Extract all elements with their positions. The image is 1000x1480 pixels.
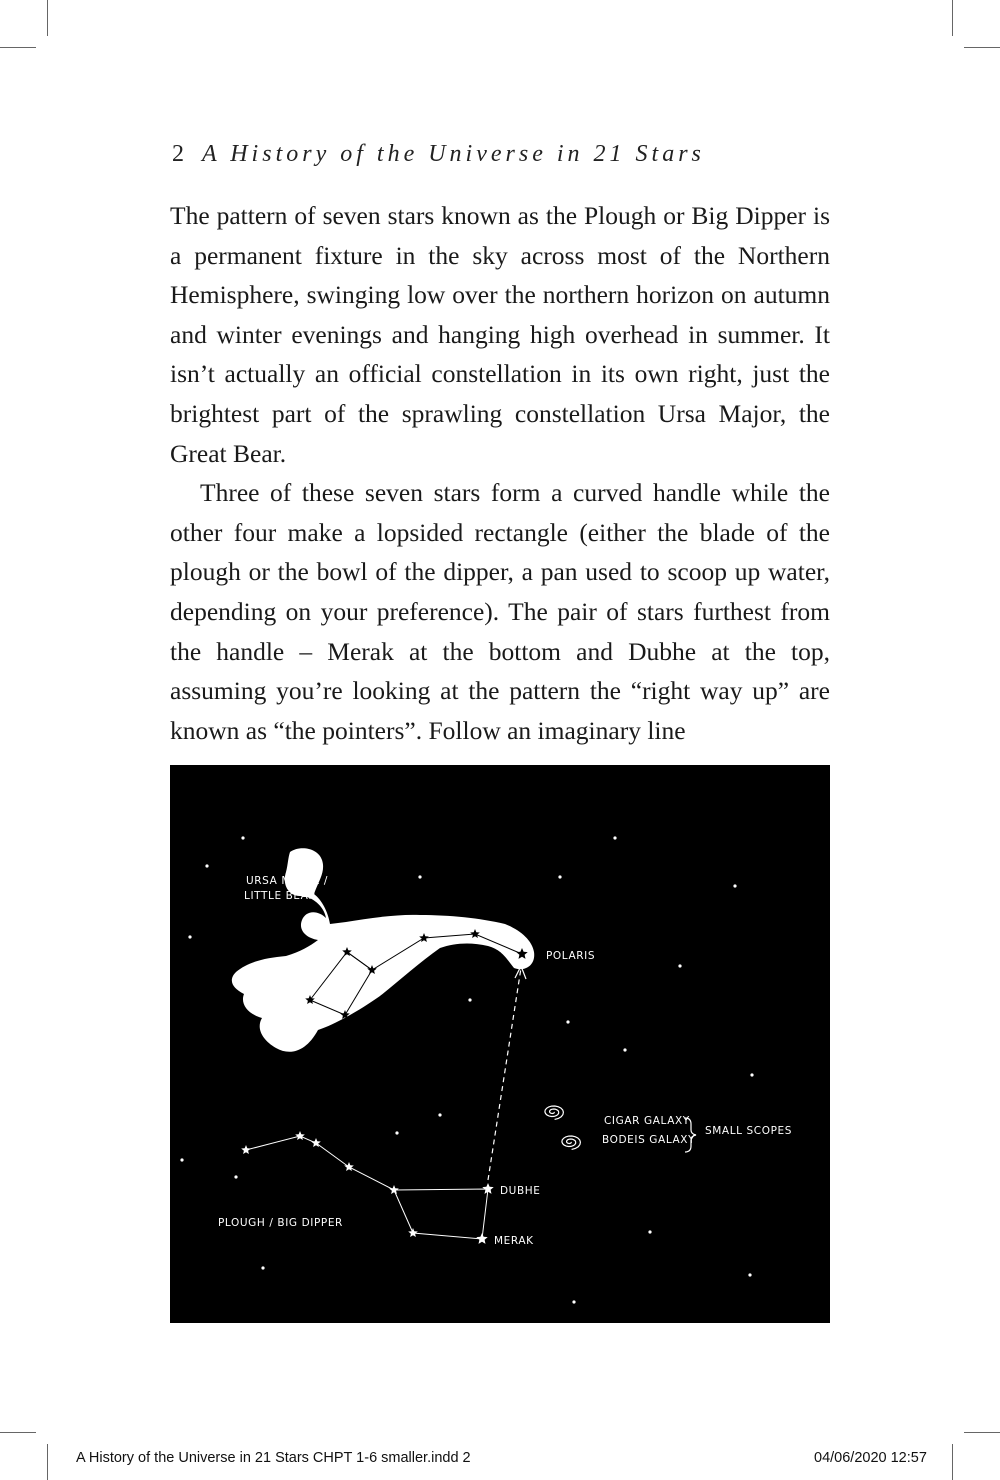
crop-mark-bottom-right <box>952 1444 953 1480</box>
slug-file: A History of the Universe in 21 Stars CHPT 1-6 smaller.indd 2 <box>76 1450 471 1466</box>
bodes-galaxy-label: BODEIS GALAXY <box>602 1134 696 1146</box>
small-scopes-label: SMALL SCOPES <box>705 1125 793 1137</box>
crop-mark-bottom-right-h <box>964 1432 1000 1433</box>
night-sky-figure <box>170 765 830 1323</box>
background-star-dot <box>648 1230 651 1233</box>
crop-mark-top-right <box>952 0 953 36</box>
plough-label: PLOUGH / BIG DIPPER <box>218 1217 343 1229</box>
background-star-dot <box>188 935 191 938</box>
background-star-dot <box>733 884 736 887</box>
background-star-dot <box>418 875 421 878</box>
background-star-dot <box>180 1158 183 1161</box>
ursa-minor-label: URSA MINOR / <box>246 875 329 887</box>
background-star-dot <box>678 964 681 967</box>
slug-date: 04/06/2020 12:57 <box>814 1450 927 1466</box>
background-star-dot <box>241 836 244 839</box>
background-star-dot <box>261 1266 264 1269</box>
background-star-dot <box>750 1073 753 1076</box>
background-star-dot <box>558 875 561 878</box>
background-star-dot <box>438 1113 441 1116</box>
crop-mark-top-left <box>47 0 48 36</box>
ursa-minor-label: LITTLE BEAR <box>244 890 317 902</box>
body-text <box>170 196 830 750</box>
crop-mark-bottom-left-h <box>0 1432 36 1433</box>
background-star-dot <box>623 1048 626 1051</box>
running-head <box>172 141 705 168</box>
background-star-dot <box>613 836 616 839</box>
page-number: 2 <box>172 141 184 167</box>
background-star-dot <box>468 998 471 1001</box>
merak-label: MERAK <box>494 1235 534 1247</box>
background-star-dot <box>566 1020 569 1023</box>
paragraph: Three of these seven stars form a curved handle while the other four make a lopsided rectangle (either the blade of the plough or the bowl of the dipper, a pan used to scoop up water, depending on your preference). The pair of stars furthest from the handle – Merak at the bottom and Dubhe at the top, assuming you’re looking at the pattern the “right way up” are known as “the pointers”. Follow an imaginary line <box>170 478 830 745</box>
book-title: A History of the Universe in 21 Stars <box>202 141 705 167</box>
crop-mark-top-right-h <box>964 47 1000 48</box>
background-star-dot <box>748 1273 751 1276</box>
dubhe-label: DUBHE <box>500 1185 541 1197</box>
crop-mark-top-left-h <box>0 47 36 48</box>
paragraph: The pattern of seven stars known as the Plough or Big Dipper is a permanent fixture in the sky across most of the Northern Hemisphere, swinging low over the northern horizon on autumn and winter evenings and hanging high overhead in summer. It isn’t actually an official constellation in its own right, just the brightest part of the sprawling constellation Ursa Major, the Great Bear. <box>170 201 830 468</box>
background-star-dot <box>205 864 208 867</box>
cigar-galaxy-label: CIGAR GALAXY <box>604 1115 690 1127</box>
background-star-dot <box>234 1175 237 1178</box>
background-star-dot <box>572 1300 575 1303</box>
background-star-dot <box>395 1131 398 1134</box>
polaris-label: POLARIS <box>546 950 596 962</box>
crop-mark-bottom-left <box>47 1444 48 1480</box>
